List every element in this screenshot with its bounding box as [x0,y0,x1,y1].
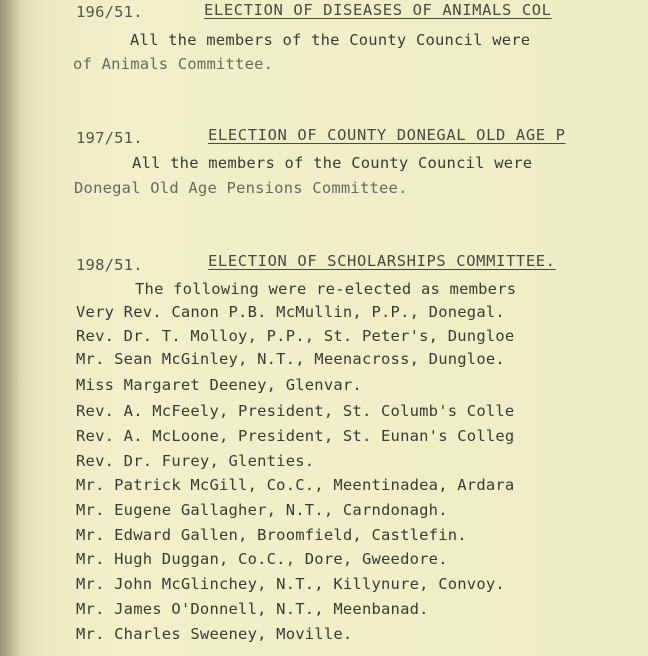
member-line: Mr. Sean McGinley, N.T., Meenacross, Dungloe. [76,350,505,368]
section-body-line: The following were re-elected as members [135,280,517,298]
section-number: 198/51. [76,256,143,274]
member-line: Mr. Hugh Duggan, Co.C., Dore, Gweedore. [76,550,448,568]
member-line: Rev. A. McFeely, President, St. Columb's Colle [76,402,515,420]
section-number: 197/51. [76,129,143,147]
member-line: Mr. Edward Gallen, Broomfield, Castlefin. [76,526,467,544]
member-line: Mr. James O'Donnell, N.T., Meenbanad. [76,600,429,618]
section-heading: ELECTION OF DISEASES OF ANIMALS COL [204,1,552,19]
member-line: Rev. Dr. Furey, Glenties. [76,452,315,470]
section-body-line: of Animals Committee. [73,55,274,73]
member-line: Mr. Charles Sweeney, Moville. [76,625,353,643]
page-binding-shadow [0,0,22,656]
section-body-line: All the members of the County Council were [132,154,533,172]
section-heading: ELECTION OF SCHOLARSHIPS COMMITTEE. [208,252,556,270]
member-line: Mr. Eugene Gallagher, N.T., Carndonagh. [76,501,448,519]
member-line: Mr. Patrick McGill, Co.C., Meentinadea, Ardara [76,476,515,494]
member-line: Rev. Dr. T. Molloy, P.P., St. Peter's, Dungloe [76,327,515,345]
member-line: Miss Margaret Deeney, Glenvar. [76,376,362,394]
member-line: Rev. A. McLoone, President, St. Eunan's Colleg [76,427,515,445]
section-heading: ELECTION OF COUNTY DONEGAL OLD AGE P [208,126,566,144]
section-body-line: All the members of the County Council were [130,31,531,49]
section-number: 196/51. [76,3,143,21]
member-line: Mr. John McGlinchey, N.T., Killynure, Convoy. [76,575,505,593]
section-body-line: Donegal Old Age Pensions Committee. [74,179,408,197]
member-line: Very Rev. Canon P.B. McMullin, P.P., Donegal. [76,303,505,321]
